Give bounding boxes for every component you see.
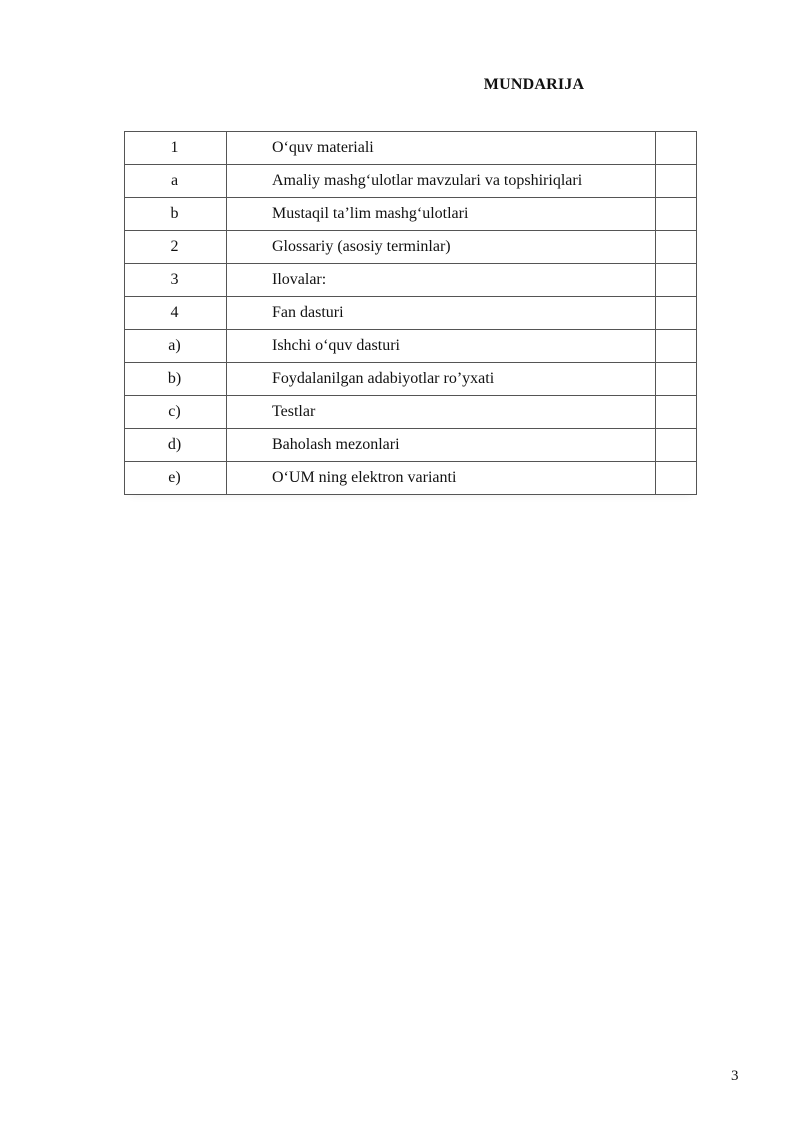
page-title: MUNDARIJA [483, 76, 585, 93]
toc-item-page [656, 363, 697, 396]
toc-item-page [656, 297, 697, 330]
toc-item-number: 3 [125, 264, 227, 297]
toc-item-page [656, 264, 697, 297]
toc-item-title: O‘UM ning elektron varianti [227, 462, 656, 495]
toc-item-title: O‘quv materiali [227, 132, 656, 165]
toc-item-number: a) [125, 330, 227, 363]
toc-item-title: Glossariy (asosiy terminlar) [227, 231, 656, 264]
toc-item-page [656, 330, 697, 363]
toc-item-title: Testlar [227, 396, 656, 429]
toc-item-page [656, 132, 697, 165]
toc-item-page [656, 165, 697, 198]
toc-item-title: Mustaqil ta’lim mashg‘ulotlari [227, 198, 656, 231]
toc-item-title: Fan dasturi [227, 297, 656, 330]
toc-item-title: Foydalanilgan adabiyotlar ro’yxati [227, 363, 656, 396]
toc-item-page [656, 198, 697, 231]
table-row [125, 363, 697, 396]
toc-item-title: Ilovalar: [227, 264, 656, 297]
table-row [125, 297, 697, 330]
toc-item-number: 1 [125, 132, 227, 165]
page-number: 3 [731, 1068, 739, 1084]
toc-item-page [656, 462, 697, 495]
table-row [125, 462, 697, 495]
table-row [125, 231, 697, 264]
toc-item-page [656, 231, 697, 264]
toc-item-title: Baholash mezonlari [227, 429, 656, 462]
toc-item-number: a [125, 165, 227, 198]
toc-item-number: b [125, 198, 227, 231]
toc-item-title: Amaliy mashg‘ulotlar mavzulari va topshiriqlari [227, 165, 656, 198]
table-row [125, 198, 697, 231]
table-row [125, 165, 697, 198]
toc-item-number: c) [125, 396, 227, 429]
table-of-contents [124, 131, 697, 495]
toc-item-number: d) [125, 429, 227, 462]
toc-item-page [656, 429, 697, 462]
toc-item-number: b) [125, 363, 227, 396]
table-row [125, 429, 697, 462]
toc-item-number: e) [125, 462, 227, 495]
table-row [125, 396, 697, 429]
table-row [125, 330, 697, 363]
table-row [125, 264, 697, 297]
toc-item-number: 4 [125, 297, 227, 330]
toc-item-number: 2 [125, 231, 227, 264]
table-row [125, 132, 697, 165]
toc-item-title: Ishchi o‘quv dasturi [227, 330, 656, 363]
toc-item-page [656, 396, 697, 429]
